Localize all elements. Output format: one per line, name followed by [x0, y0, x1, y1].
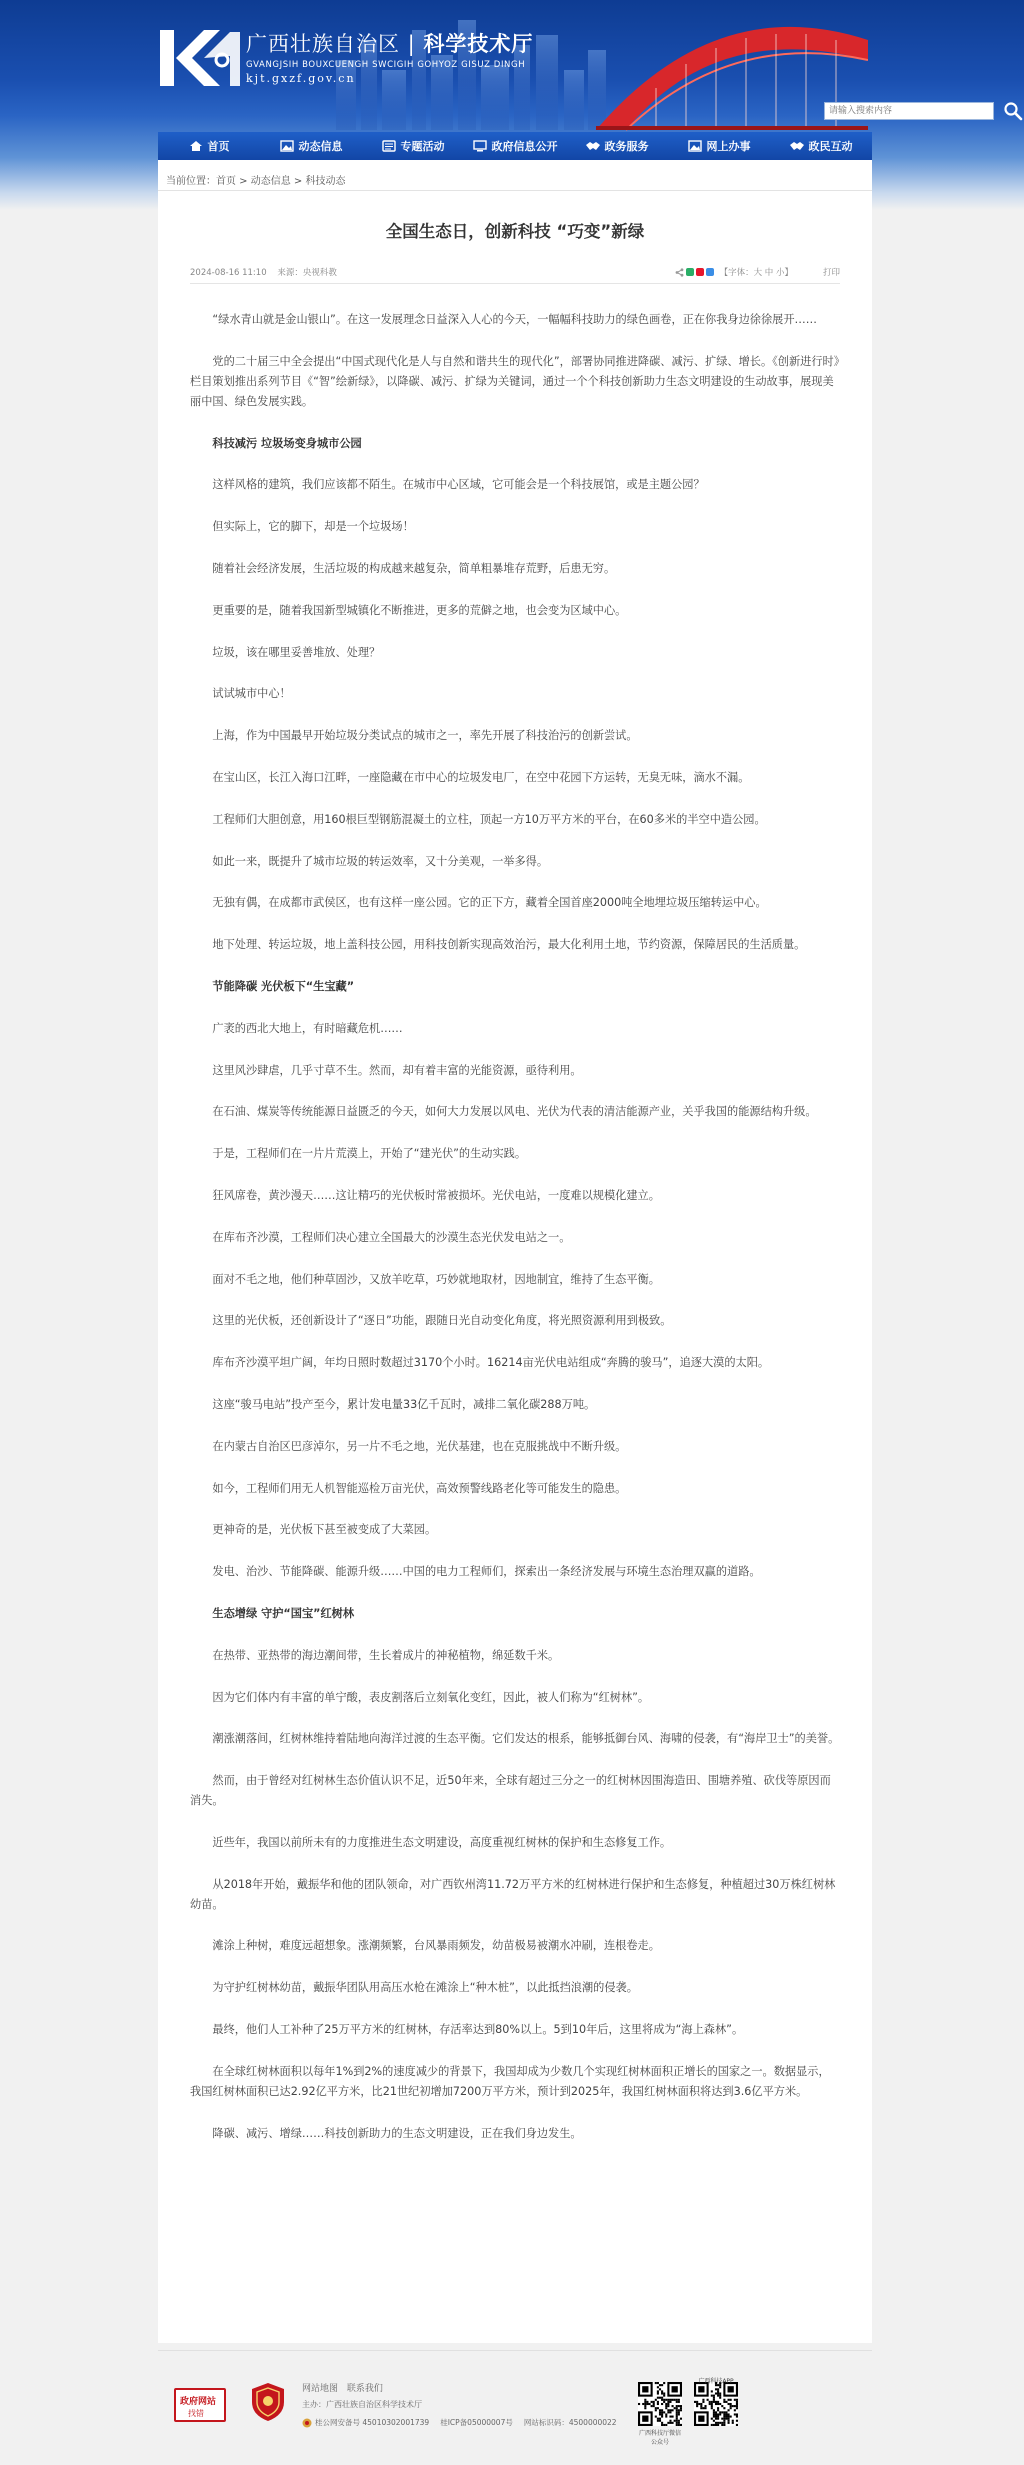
- article-paragraph: 从2018年开始，戴振华和他的团队领命，对广西钦州湾11.72万平方米的红树林进行保护和生态修复，种植超过30万株红树林幼苗。: [190, 1877, 836, 1911]
- section-heading: 节能降碳 光伏板下“生宝藏”: [212, 979, 355, 993]
- article-paragraph: 但实际上，它的脚下，却是一个垃圾场！: [212, 520, 414, 534]
- article-paragraph: 在热带、亚热带的海边潮间带，生长着成片的神秘植物，绵延数千米。: [212, 1648, 560, 1662]
- list-icon: [382, 140, 396, 152]
- article-source: 来源：央视科教: [277, 268, 337, 278]
- share-icon[interactable]: [675, 268, 684, 277]
- article-paragraph: 无独有偶，在成都市武侯区，也有这样一座公园。它的正下方，藏着全国首座2000吨全地埋垃圾压缩转运中心。: [212, 896, 767, 910]
- party-gov-emblem-icon[interactable]: [250, 2382, 286, 2422]
- main-nav: [158, 132, 872, 160]
- home-icon: [189, 140, 203, 152]
- article-paragraph: 在全球红树林面积以每年1%到2%的速度减少的背景下，我国却成为少数几个实现红树林面积正增长的国家之一。数据显示，我国红树林面积已达2.92亿平方米，比21世纪初增加7200万平方米，预计到2025年，我国红树林面积将达到3.6亿平方米。: [190, 2064, 830, 2098]
- article-paragraph: 这里风沙肆虐，几乎寸草不生。然而，却有着丰富的光能资源，亟待利用。: [212, 1063, 582, 1077]
- footer-site-code: 网站标识码：4500000022: [523, 2418, 617, 2427]
- weibo-share-icon[interactable]: [696, 268, 704, 276]
- nav-item-interaction[interactable]: [770, 132, 872, 160]
- nav-item-topics[interactable]: [362, 132, 464, 160]
- article: [190, 218, 840, 2165]
- monitor-icon: [473, 140, 487, 152]
- article-paragraph: 在石油、煤炭等传统能源日益匮乏的今天，如何大力发展以风电、光伏为代表的清洁能源产业，关乎我国的能源结构升级。: [212, 1105, 817, 1119]
- article-paragraph: 在内蒙古自治区巴彦淖尔，另一片不毛之地，光伏基建，也在克服挑战中不断升级。: [212, 1439, 627, 1453]
- share-buttons: [675, 268, 714, 277]
- search-input[interactable]: [824, 102, 994, 120]
- footer-icp[interactable]: 桂ICP备05000007号: [440, 2418, 513, 2427]
- header-banner: [156, 0, 868, 150]
- site-footer: [158, 2350, 872, 2465]
- badge-line2: 找错: [188, 2409, 204, 2418]
- article-paragraph: 地下处理、转运垃圾，地上盖科技公园，用科技创新实现高效治污，最大化利用土地，节约资源，保障居民的生活质量。: [212, 938, 806, 952]
- nav-item-label: 政务服务: [604, 140, 649, 153]
- article-paragraph: 这座“骏马电站”投产至今，累计发电量33亿千瓦时，减排二氧化碳288万吨。: [212, 1397, 596, 1411]
- breadcrumb-news[interactable]: 动态信息: [250, 176, 291, 187]
- handshake-icon: [790, 140, 804, 152]
- breadcrumb-tech-news[interactable]: 科技动态: [305, 176, 346, 187]
- article-meta: [190, 264, 840, 284]
- article-title: 全国生态日，创新科技 “巧变”新绿: [385, 222, 645, 241]
- footer-contact-link[interactable]: 联系我们: [346, 2384, 383, 2394]
- article-paragraph: 如今，工程师们用无人机智能巡检万亩光伏，高效预警线路老化等可能发生的隐患。: [212, 1481, 627, 1495]
- wechat-share-icon[interactable]: [686, 268, 694, 276]
- wechat-qr-code-icon: [638, 2382, 682, 2426]
- section-heading: 科技减污 垃圾场变身城市公园: [212, 436, 362, 450]
- article-body: [190, 310, 840, 2144]
- nav-item-label: 专题活动: [400, 140, 445, 153]
- nav-item-label: 首页: [207, 140, 230, 153]
- search-icon[interactable]: [1003, 101, 1023, 121]
- nav-item-label: 政民互动: [808, 140, 853, 153]
- breadcrumb-home[interactable]: 首页: [216, 176, 236, 187]
- footer-police-record[interactable]: 桂公网安备号 45010302001739: [315, 2418, 430, 2427]
- article-paragraph: 于是，工程师们在一片片荒漠上，开始了“建光伏”的生动实践。: [212, 1147, 527, 1161]
- article-paragraph: 滩涂上种树，难度远超想象。涨潮频繁，台风暴雨频发，幼苗极易被潮水冲刷，连根卷走。: [212, 1939, 660, 1953]
- nav-item-online-services[interactable]: [668, 132, 770, 160]
- article-paragraph: 广袤的西北大地上，有时暗藏危机……: [212, 1021, 403, 1035]
- footer-links: [302, 2381, 389, 2394]
- nav-item-news[interactable]: [260, 132, 362, 160]
- article-date: 2024-08-16 11:10: [190, 268, 267, 278]
- print-button[interactable]: 打印: [822, 268, 840, 278]
- article-paragraph: 试试城市中心！: [212, 687, 291, 701]
- image-icon: [688, 140, 702, 152]
- breadcrumb-sep: >: [236, 176, 251, 187]
- footer-records: [302, 2417, 617, 2428]
- font-size-control[interactable]: 【字体：大 中 小】: [719, 268, 793, 278]
- article-paragraph: 在库布齐沙漠，工程师们决心建立全国最大的沙漠生态光伏发电站之一。: [212, 1230, 571, 1244]
- article-paragraph: 为守护红树林幼苗，戴振华团队用高压水枪在滩涂上“种木桩”，以此抵挡浪潮的侵袭。: [212, 1981, 638, 1995]
- site-url: kjt.gxzf.gov.cn: [246, 72, 356, 85]
- article-paragraph: 工程师们大胆创意，用160根巨型钢筋混凝土的立柱，顶起一方10万平方米的平台，在60多米的半空中造公园。: [212, 812, 766, 826]
- nav-item-label: 政府信息公开: [491, 140, 558, 153]
- nav-item-info-disclosure[interactable]: [464, 132, 566, 160]
- content-card: [158, 160, 872, 2343]
- section-heading: 生态增绿 守护“国宝”红树林: [212, 1606, 355, 1620]
- article-paragraph: 垃圾，该在哪里妥善堆放、处理？: [212, 645, 381, 659]
- article-paragraph: 上海，作为中国最早开始垃圾分类试点的城市之一，率先开展了科技治污的创新尝试。: [212, 729, 638, 743]
- article-paragraph: 潮涨潮落间，红树林维持着陆地向海洋过渡的生态平衡。它们发达的根系，能够抵御台风、海啸的侵袭，有“海岸卫士”的美誉。: [212, 1732, 840, 1746]
- qr1-caption: 广西科技厅微信公众号: [638, 2430, 681, 2446]
- app-qr-code-icon: [694, 2382, 738, 2426]
- police-badge-icon: [302, 2418, 312, 2428]
- footer-host: 主办：广西壮族自治区科学技术厅: [302, 2400, 422, 2409]
- qr2-caption: 广西科技APP: [698, 2378, 734, 2385]
- gov-site-error-report-badge[interactable]: [174, 2388, 226, 2422]
- article-paragraph: 库布齐沙漠平坦广阔，年均日照时数超过3170个小时。16214亩光伏电站组成“奔腾的骏马”，追逐大漠的太阳。: [212, 1356, 770, 1370]
- site-logo-icon[interactable]: [160, 26, 242, 88]
- article-paragraph: 更神奇的是，光伏板下甚至被变成了大菜园。: [212, 1523, 437, 1537]
- article-paragraph: 最终，他们人工补种了25万平方米的红树林，存活率达到80%以上。5到10年后，这里将成为“海上森林”。: [212, 2023, 744, 2037]
- article-paragraph: 近些年，我国以前所未有的力度推进生态文明建设，高度重视红树林的保护和生态修复工作。: [212, 1835, 672, 1849]
- divider: [158, 190, 872, 191]
- article-paragraph: 然而，由于曾经对红树林生态价值认识不足，近50年来，全球有超过三分之一的红树林因围海造田、围塘养殖、砍伐等原因而消失。: [190, 1774, 831, 1808]
- breadcrumb: [166, 172, 346, 187]
- image-icon: [280, 140, 294, 152]
- article-paragraph: 更重要的是，随着我国新型城镇化不断推进，更多的荒僻之地，也会变为区域中心。: [212, 603, 627, 617]
- article-paragraph: 发电、治沙、节能降碳、能源升级……中国的电力工程师们，探索出一条经济发展与环境生态治理双赢的道路。: [212, 1565, 761, 1579]
- article-paragraph: 在宝山区，长江入海口江畔，一座隐藏在市中心的垃圾发电厂，在空中花园下方运转，无臭无味，滴水不漏。: [212, 770, 750, 784]
- site-name-en: GVANGJSIH BOUXCUENGH SWCIGIH GOHYOZ GISUZ DINGH: [246, 60, 526, 70]
- qq-share-icon[interactable]: [706, 268, 714, 276]
- nav-item-home[interactable]: [158, 132, 260, 160]
- handshake-icon: [586, 140, 600, 152]
- article-paragraph: 面对不毛之地，他们种草固沙，又放羊吃草，巧妙就地取材，因地制宜，维持了生态平衡。: [212, 1272, 660, 1286]
- badge-line1: 政府网站: [180, 2397, 217, 2407]
- dept-name-cn: 科学技术厅: [423, 32, 534, 56]
- article-paragraph: 随着社会经济发展，生活垃圾的构成越来越复杂，简单粗暴堆存荒野，后患无穷。: [212, 561, 616, 575]
- article-paragraph: 这样风格的建筑，我们应该都不陌生。在城市中心区域，它可能会是一个科技展馆，或是主题公园？: [212, 478, 705, 492]
- article-paragraph: “绿水青山就是金山银山”。在这一发展理念日益深入人心的今天，一幅幅科技助力的绿色画卷，正在你我身边徐徐展开……: [212, 313, 817, 326]
- breadcrumb-prefix: 当前位置：: [166, 176, 216, 187]
- article-paragraph: 党的二十届三中全会提出“中国式现代化是人与自然和谐共生的现代化”，部署协同推进降碳、减污、扩绿、增长。《创新进行时》栏目策划推出系列节目《“智”绘新绿》，以降碳、减污、扩绿为关键词，通过一个个科技创新助力生态文明建设的生动故事，展现美丽中国、绿色发展实践。: [190, 354, 840, 408]
- footer-sitemap-link[interactable]: 网站地图: [302, 2384, 339, 2394]
- nav-item-label: 网上办事: [706, 140, 751, 153]
- breadcrumb-sep: >: [290, 176, 306, 187]
- article-paragraph: 这里的光伏板，还创新设计了“逐日”功能，跟随日光自动变化角度，将光照资源利用到极致。: [212, 1314, 672, 1328]
- divider: [158, 2350, 872, 2351]
- article-paragraph: 降碳、减污、增绿……科技创新助力的生态文明建设，正在我们身边发生。: [212, 2126, 582, 2140]
- article-paragraph: 如此一来，既提升了城市垃圾的转运效率，又十分美观，一举多得。: [212, 854, 549, 868]
- site-title[interactable]: 广西壮族自治区 | 科学技术厅: [246, 32, 534, 56]
- article-paragraph: 因为它们体内有丰富的单宁酸，表皮割落后立刻氧化变红，因此，被人们称为“红树林”。: [212, 1690, 650, 1704]
- article-paragraph: 狂风席卷，黄沙漫天……这让精巧的光伏板时常被损坏。光伏电站，一度难以规模化建立。: [212, 1188, 660, 1202]
- nav-item-gov-services[interactable]: [566, 132, 668, 160]
- site-name-cn: 广西壮族自治区: [246, 32, 400, 56]
- nav-item-label: 动态信息: [298, 140, 343, 153]
